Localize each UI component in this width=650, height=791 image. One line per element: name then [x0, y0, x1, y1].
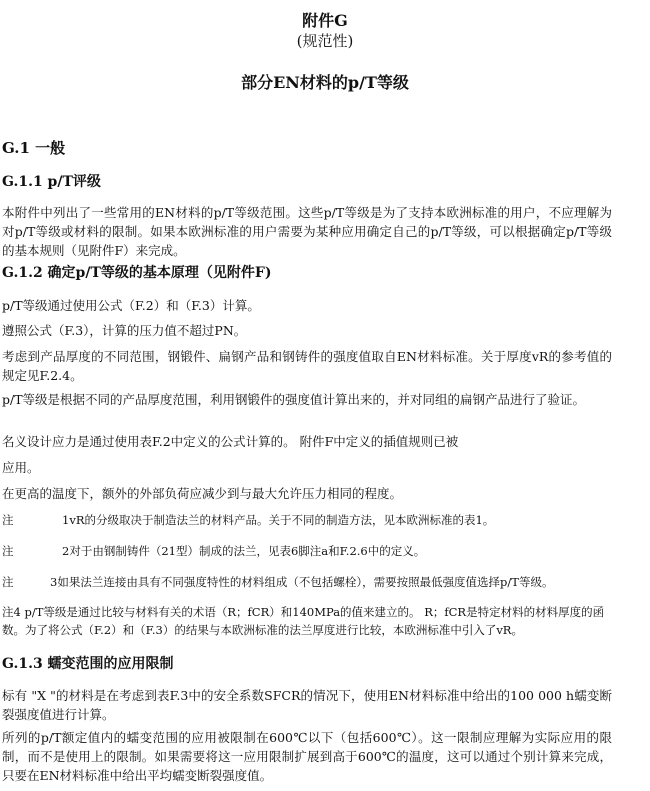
note-label: 注	[2, 544, 14, 558]
paragraph-g12-3: 考虑到产品厚度的不同范围，钢锻件、扁钢产品和钢铸件的强度值取自EN材料标准。关于厚度vR的参考值的规定见F.2.4。	[2, 349, 612, 383]
paragraph-g12-2: 遵照公式（F.3），计算的压力值不超过PN。	[2, 323, 247, 338]
section-heading-g13: G.1.3 蠕变范围的应用限制	[2, 656, 174, 672]
note-4-text: 注4 p/T等级是通过比较与材料有关的术语（R；fCR）和140MPa的值来建立的。 R；fCR是特定材料的材料厚度的函数。为了将公式（F.2）和（F.3）的结果与本欧洲标准的法兰厚度进行比较，本欧洲标准中引入了vR。	[2, 605, 605, 637]
note-label: 注	[2, 513, 14, 527]
note-label: 注	[2, 575, 14, 589]
paragraph-g13-1: 标有 "X "的材料是在考虑到表F.3中的安全系数SFCR的情况下，使用EN材料标准中给出的100 000 h蠕变断裂强度值进行计算。	[2, 688, 612, 722]
note-3-text: 3如果法兰连接由具有不同强度特性的材料组成（不包括螺栓），需要按照最低强度值选择p/T等级。	[50, 575, 554, 589]
section-heading-g12: G.1.2 确定p/T等级的基本原理（见附件F)	[2, 265, 272, 281]
appendix-status: (规范性)	[296, 32, 354, 50]
paragraph-g13-2: 所列的p/T额定值内的蠕变范围的应用被限制在600℃以下（包括600℃）。这一限制应理解为实际应用的限制，而不是使用上的限制。如果需要将这一应用限制扩展到高于600℃的温度，这可以通过个别计算来完成，只要在EN材料标准中给出平均蠕变断裂强度值。	[2, 730, 612, 783]
document-title: 部分EN材料的p/T等级	[241, 73, 409, 92]
note-2-text: 2对于由钢制铸件（21型）制成的法兰，见表6脚注a和F.2.6中的定义。	[62, 544, 426, 558]
paragraph-g12-1: p/T等级通过使用公式（F.2）和（F.3）计算。	[2, 298, 260, 313]
section-heading-g11: G.1.1 p/T评级	[2, 174, 101, 190]
paragraph-g12-4: p/T等级是根据不同的产品厚度范围，利用钢锻件的强度值计算出来的，并对同组的扁钢产品进行了验证。	[2, 392, 586, 407]
paragraph-g12-5a: 名义设计应力是通过使用表F.2中定义的公式计算的。 附件F中定义的插值规则已被	[2, 434, 459, 449]
paragraph-g12-6: 在更高的温度下，额外的外部负荷应减少到与最大允许压力相同的程度。	[2, 486, 403, 501]
paragraph-g11-intro: 本附件中列出了一些常用的EN材料的p/T等级范围。这些p/T等级是为了支持本欧洲标准的用户，不应理解为对p/T等级或材料的限制。如果本欧洲标准的用户需要为某种应用确定自己的p/T等级，可以根据确定p/T等级的基本规则（见附件F）来完成。	[2, 205, 612, 258]
section-heading-g1: G.1 一般	[2, 139, 66, 157]
paragraph-g12-5b: 应用。	[2, 460, 40, 475]
note-1-text: 1vR的分级取决于制造法兰的材料产品。关于不同的制造方法，见本欧洲标准的表1。	[62, 513, 495, 527]
appendix-title: 附件G	[302, 11, 348, 30]
